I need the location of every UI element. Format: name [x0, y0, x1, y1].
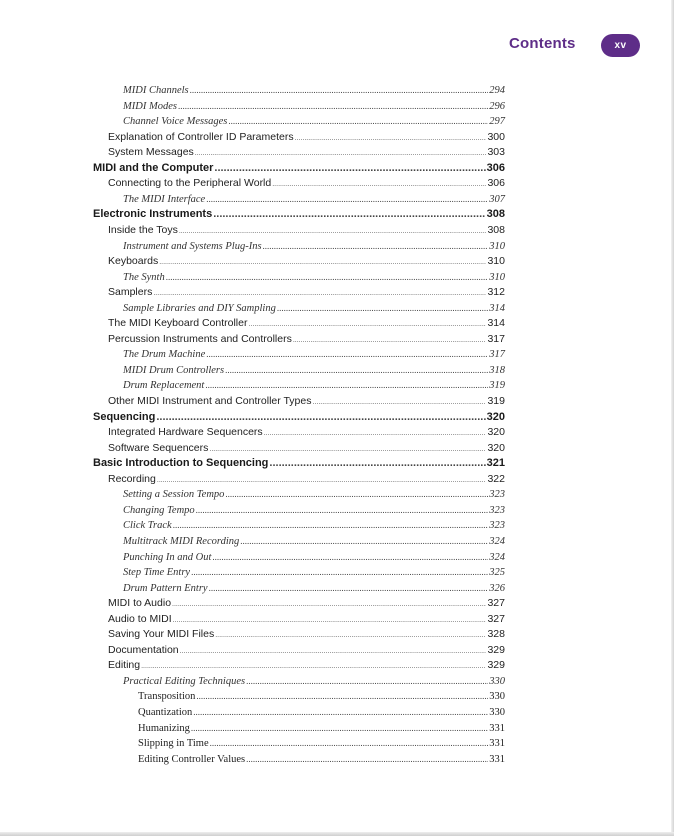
toc-entry-page: 306 [486, 161, 505, 174]
toc-entry [93, 206, 505, 222]
toc-entry-title: Slipping in Time [138, 738, 209, 750]
toc-entry-page: 329 [487, 643, 505, 656]
toc-dot-leader [225, 486, 488, 502]
toc-entry-title: Sample Libraries and DIY Sampling [123, 302, 276, 314]
toc-entry [123, 533, 505, 549]
toc-entry-page: 331 [489, 722, 505, 734]
toc-entry [108, 393, 505, 409]
toc-entry-page: 330 [489, 691, 505, 703]
toc-entry [108, 284, 505, 300]
toc-entry-title: Documentation [108, 643, 179, 656]
toc-entry-page: 328 [487, 628, 505, 641]
toc-entry [108, 129, 505, 145]
toc-entry [123, 300, 505, 316]
toc-entry [123, 98, 505, 114]
toc-entry-title: Drum Replacement [123, 380, 205, 392]
toc-entry-title: Step Time Entry [123, 567, 191, 579]
toc-entry [108, 657, 505, 673]
toc-entry-title: Audio to MIDI [108, 612, 172, 625]
toc-entry-page: 331 [489, 738, 505, 750]
toc-entry-title: Basic Introduction to Sequencing [93, 457, 269, 470]
toc-entry-title: Sequencing [93, 410, 156, 423]
toc-dot-leader [240, 533, 488, 549]
toc-entry [123, 377, 505, 393]
toc-entry-title: Multitrack MIDI Recording [123, 535, 240, 547]
toc-dot-leader [263, 238, 489, 254]
toc-entry-title: System Messages [108, 146, 194, 159]
toc-entry-page: 322 [487, 472, 505, 485]
toc-dot-leader [178, 98, 488, 114]
toc-entry-page: 308 [486, 208, 505, 221]
toc-dot-leader [246, 751, 488, 767]
toc-entry [138, 735, 505, 751]
toc-entry-page: 330 [489, 675, 505, 687]
toc-entry-page: 306 [487, 177, 505, 190]
toc-entry-page: 312 [487, 286, 505, 299]
toc-entry-page: 318 [489, 364, 505, 376]
toc-entry-title: Setting a Session Tempo [123, 489, 225, 501]
toc-entry-page: 319 [489, 380, 505, 392]
toc-entry-page: 324 [489, 551, 505, 563]
toc-dot-leader [166, 269, 489, 285]
toc-entry-page: 329 [487, 659, 505, 672]
toc-entry [93, 455, 505, 471]
toc-entry [108, 222, 505, 238]
toc-entry [108, 331, 505, 347]
toc-entry-page: 314 [487, 317, 505, 330]
toc-entry-title: Recording [108, 472, 156, 485]
toc-entry [138, 688, 505, 704]
toc-entry-page: 310 [489, 240, 505, 252]
toc-entry-page: 294 [489, 85, 505, 96]
toc-entry-page: 303 [487, 146, 505, 159]
toc-dot-leader [193, 704, 488, 720]
toc-entry [123, 564, 505, 580]
toc-entry [123, 502, 505, 518]
toc-dot-leader [210, 735, 489, 751]
toc-entry-title: Quantization [138, 707, 193, 718]
toc-entry-page: 331 [489, 753, 505, 765]
toc-entry-page: 307 [489, 193, 505, 205]
toc-dot-leader [205, 377, 488, 393]
toc-dot-leader [196, 502, 489, 518]
toc-dot-leader [213, 206, 485, 222]
toc-entry [138, 704, 505, 720]
toc-entry-title: Integrated Hardware Sequencers [108, 426, 263, 439]
toc-entry-page: 310 [489, 271, 505, 283]
toc-entry-title: Changing Tempo [123, 504, 195, 516]
toc-dot-leader [206, 191, 488, 207]
toc-entry-page: 325 [489, 567, 505, 579]
page-title: Contents [509, 35, 576, 52]
toc-entry-page: 323 [489, 520, 505, 532]
page-edge-shadow-bottom [0, 832, 674, 836]
toc-entry [108, 595, 505, 611]
toc-entry-page: 296 [489, 100, 505, 112]
toc-dot-leader [225, 362, 488, 378]
toc-entry-page: 319 [487, 395, 505, 407]
toc-entry-title: Transposition [138, 691, 196, 703]
toc-entry [108, 626, 505, 642]
toc-entry [123, 269, 505, 285]
page-header [480, 33, 650, 59]
toc-entry-page: 297 [489, 116, 505, 128]
toc-entry-title: Saving Your MIDI Files [108, 628, 215, 641]
toc-entry-title: The MIDI Interface [123, 193, 206, 205]
toc-entry [108, 440, 505, 456]
toc-entry-page: 323 [489, 489, 505, 501]
toc-entry [123, 362, 505, 378]
toc-entry [123, 346, 505, 362]
toc-dot-leader [246, 673, 488, 689]
toc-entry [108, 611, 505, 627]
toc-entry-page: 300 [487, 130, 505, 143]
toc-entry [138, 751, 505, 767]
toc-entry-title: Other MIDI Instrument and Controller Types [108, 395, 312, 407]
toc-entry-title: Explanation of Controller ID Parameters [108, 130, 294, 143]
toc-entry-title: Click Track [123, 520, 172, 532]
toc-entry [93, 160, 505, 176]
toc-entry-page: 326 [489, 582, 505, 594]
toc-entry [123, 580, 505, 596]
toc-entry [123, 549, 505, 565]
toc-entry-page: 327 [487, 612, 505, 625]
toc-entry [108, 253, 505, 269]
toc-dot-leader [173, 517, 489, 533]
toc-dot-leader [209, 580, 489, 596]
toc-entry [108, 144, 505, 160]
toc-entry [123, 238, 505, 254]
toc-entry [138, 720, 505, 736]
toc-entry-page: 320 [487, 441, 505, 454]
toc-entry-title: MIDI Channels [123, 85, 189, 96]
toc-entry-title: Editing [108, 659, 141, 672]
toc-entry [123, 517, 505, 533]
toc-entry-title: Percussion Instruments and Controllers [108, 332, 292, 345]
toc-entry-page: 324 [489, 535, 505, 547]
toc-dot-leader [190, 82, 489, 98]
toc-dot-leader [214, 160, 485, 176]
toc-entry-title: Channel Voice Messages [123, 116, 228, 128]
toc-entry-title: Drum Pattern Entry [123, 582, 208, 594]
toc-entry-page: 310 [487, 255, 505, 268]
toc-entry-page: 317 [487, 332, 505, 345]
toc-dot-leader [206, 346, 488, 362]
toc-entry [123, 191, 505, 207]
toc-entry-title: The Synth [123, 271, 165, 283]
toc-entry-title: Punching In and Out [123, 551, 212, 563]
toc-dot-leader [277, 300, 488, 316]
toc-entry [123, 673, 505, 689]
toc-entry-title: MIDI and the Computer [93, 161, 214, 174]
toc-entry-title: Practical Editing Techniques [123, 675, 246, 687]
toc-entry-title: MIDI Drum Controllers [123, 364, 225, 376]
toc-entry-title: Inside the Toys [108, 223, 178, 236]
toc-entry-page: 320 [486, 410, 505, 423]
toc-entry-page: 330 [489, 707, 505, 718]
toc-dot-leader [196, 688, 488, 704]
toc-entry [108, 315, 505, 331]
toc-entry-title: Samplers [108, 286, 153, 299]
toc-entry [108, 175, 505, 191]
toc-entry [123, 486, 505, 502]
toc-entry-title: Humanizing [138, 722, 190, 734]
toc-entry-title: Instrument and Systems Plug-Ins [123, 240, 262, 252]
page-number-badge: xv [601, 34, 640, 57]
toc-entry-title: The MIDI Keyboard Controller [108, 317, 248, 330]
toc-dot-leader [156, 409, 485, 425]
toc-entry [123, 113, 505, 129]
toc-entry-page: 321 [486, 457, 505, 470]
toc-entry [93, 409, 505, 425]
toc-dot-leader [269, 455, 485, 471]
toc-entry-page: 320 [487, 426, 505, 439]
toc-entry-title: Software Sequencers [108, 441, 209, 454]
toc-dot-leader [228, 113, 488, 129]
toc-entry-title: Connecting to the Peripheral World [108, 177, 272, 190]
toc-entry-page: 314 [489, 302, 505, 314]
toc-entry-title: Editing Controller Values [138, 753, 246, 765]
toc-entry-title: The Drum Machine [123, 349, 206, 361]
toc-entry [108, 642, 505, 658]
toc-dot-leader [212, 549, 488, 565]
toc-entry [123, 82, 505, 98]
toc-entry-page: 327 [487, 597, 505, 610]
toc-entry [108, 424, 505, 440]
toc-entry-page: 308 [487, 223, 505, 236]
toc-entry-title: Keyboards [108, 255, 159, 268]
toc-entry-title: Electronic Instruments [93, 208, 213, 221]
toc-entry-title: MIDI Modes [123, 100, 177, 112]
toc-dot-leader [191, 720, 488, 736]
toc-entry-title: MIDI to Audio [108, 597, 172, 610]
toc-entry-page: 317 [489, 349, 505, 361]
toc-dot-leader [191, 564, 488, 580]
toc-entry-page: 323 [489, 504, 505, 516]
toc-entry [108, 471, 505, 487]
